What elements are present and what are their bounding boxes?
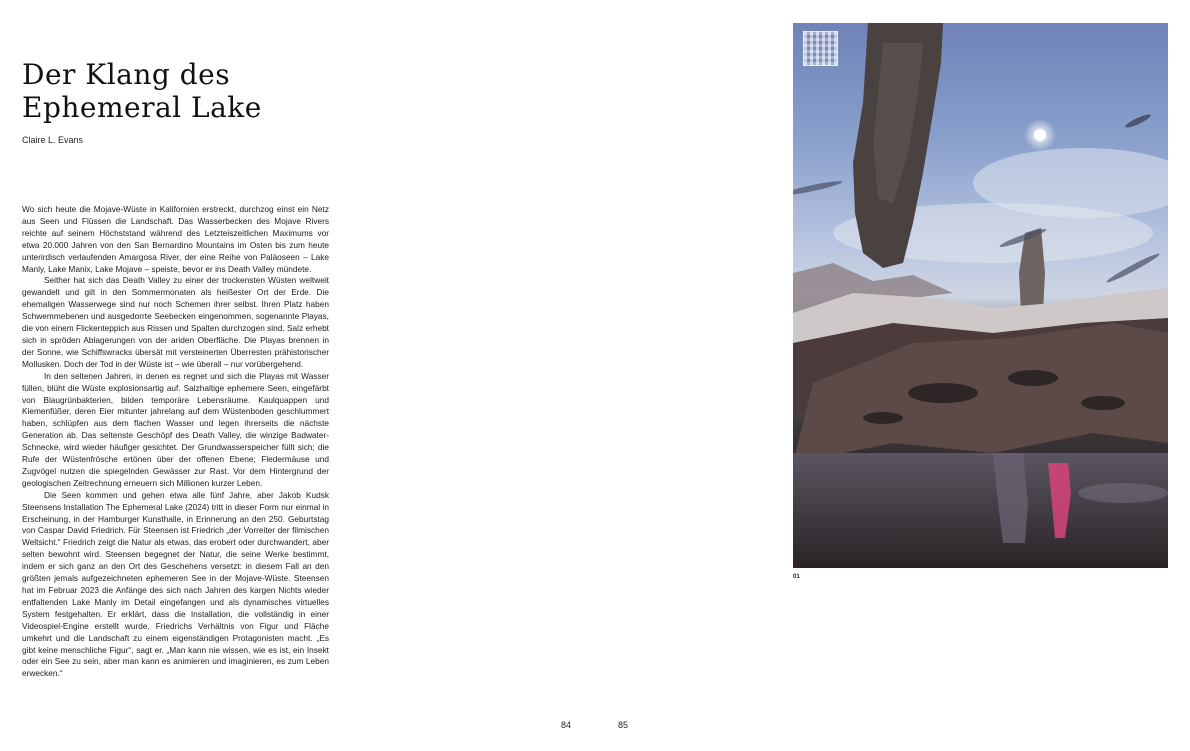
qr-code-icon[interactable] [803,31,838,66]
paragraph-1: Wo sich heute die Mojave-Wüste in Kalifornien erstreckt, durchzog einst ein Netz aus Seen und Flüssen die Landschaft. Das Wasserbecken des Mojave Rivers reichte auf seinem Höchststand während des Letzteiszeitlichen Maximums vor etwa 20.000 Jahren von den San Bernardino Mountains im Osten bis zum heute unterirdisch verlaufenden Amargosa River, der eine Reihe von Paläoseen – Lake Manly, Lake Manix, Lake Mojave – speiste, bevor er ins Death Valley mündete. [22,204,329,274]
article-body [22,204,329,680]
installation-image [793,23,1168,568]
figure-caption: 01 [793,574,800,580]
landscape-illustration [793,23,1168,568]
page-number-right: 85 [618,720,629,730]
page-number-left: 84 [561,720,572,730]
paragraph-4: Die Seen kommen und gehen etwa alle fünf Jahre, aber Jakob Kudsk Steensens Installation The Ephemeral Lake (2024) tritt in dieser Form nur einmal in Erscheinung, in der Hamburger Kunsthalle, in Erinnerung an den 250. Geburtstag von Caspar David Friedrich. Für Steensen ist Friedrich „der Vorreiter der filmischen Weltsicht.“ Friedrich zeigt die Natur als etwas, das erobert oder durchwandert, aber selten bewohnt wird. Steensen begegnet der Natur, die seine Werke bestimmt, indem er sich ganz an den Ort des Geschehens versetzt: in diesem Fall an den größten jemals aufgezeichneten ephemeren See in der Mojave-Wüste. Steensen hat im Februar 2023 die Anfänge des sich nach Jahren des kargen Nichts wieder entfaltenden Lake Manly im Detail eingefangen und als dynamisches virtuelles System festgehalten. Er erklärt, dass die Installation, die vollständig in einer Videospiel-Engine erstellt wurde, Friedrichs Verhältnis von Figur und Fläche umkehrt und die Landschaft zu einem eigenständigen Protagonisten macht. „Es gibt keine menschliche Figur“, sagt er. „Man kann nie wissen, wie es ist, ein Insekt oder ein See zu sein, aber man kann es animieren und imaginieren, es zum Leben erwecken.“ [22,489,329,679]
paragraph-2: Seither hat sich das Death Valley zu einer der trockensten Wüsten weltweit gewandelt und gilt in den Sommermonaten als heißester Ort der Erde. Die ehemaligen Wasserwege sind nur noch Schemen ihrer selbst. Ihren Platz haben Schwemmebenen und ausgedorrte Seebecken eingenommen, sogenannte Playas, die von einem Flickenteppich aus Rissen und Spalten durchzogen sind. Salz erhebt sich in spröden Ablagerungen von der ariden Oberfläche. Die Playas brennen in der Sonne, wie Schiffswracks übersät mit versteinerten Überresten prähistorischer Mollusken. Doch der Tod in der Wüste ist – wie überall – nur vorübergehend. [22,275,329,369]
paragraph-3: In den seltenen Jahren, in denen es regnet und sich die Playas mit Wasser füllen, blüht die Wüste explosionsartig auf. Salzhaltige ephemere Seen, eingefärbt von Blaugrünbakterien, bilden temporäre Lebensräume. Kaulquappen und Kiemenfüßer, deren Eier mitunter jahrelang auf dem Wüstenboden geschlummert haben, schlüpfen aus dem flachen Wasser und legen ihrerseits die nächste Generation ab. Das seltenste Geschöpf des Death Valley, die winzige Badwater-Schnecke, wird wieder häufiger gesichtet. Der Grundwasserspeicher füllt sich; die Rufe der Wüstenfrösche ertönen über der offenen Ebene; Fledermäuse und Zugvögel nutzen die spiegelnden Gewässer zur Rast. Vor dem Hintergrund der geologischen Zeitrechnung erneuern sich Millionen kurzer Leben. [22,370,329,488]
article-title [22,58,352,124]
author-name: Claire L. Evans [22,135,84,145]
title-line-1: Der Klang des [22,58,231,91]
title-line-2: Ephemeral Lake [22,91,262,124]
